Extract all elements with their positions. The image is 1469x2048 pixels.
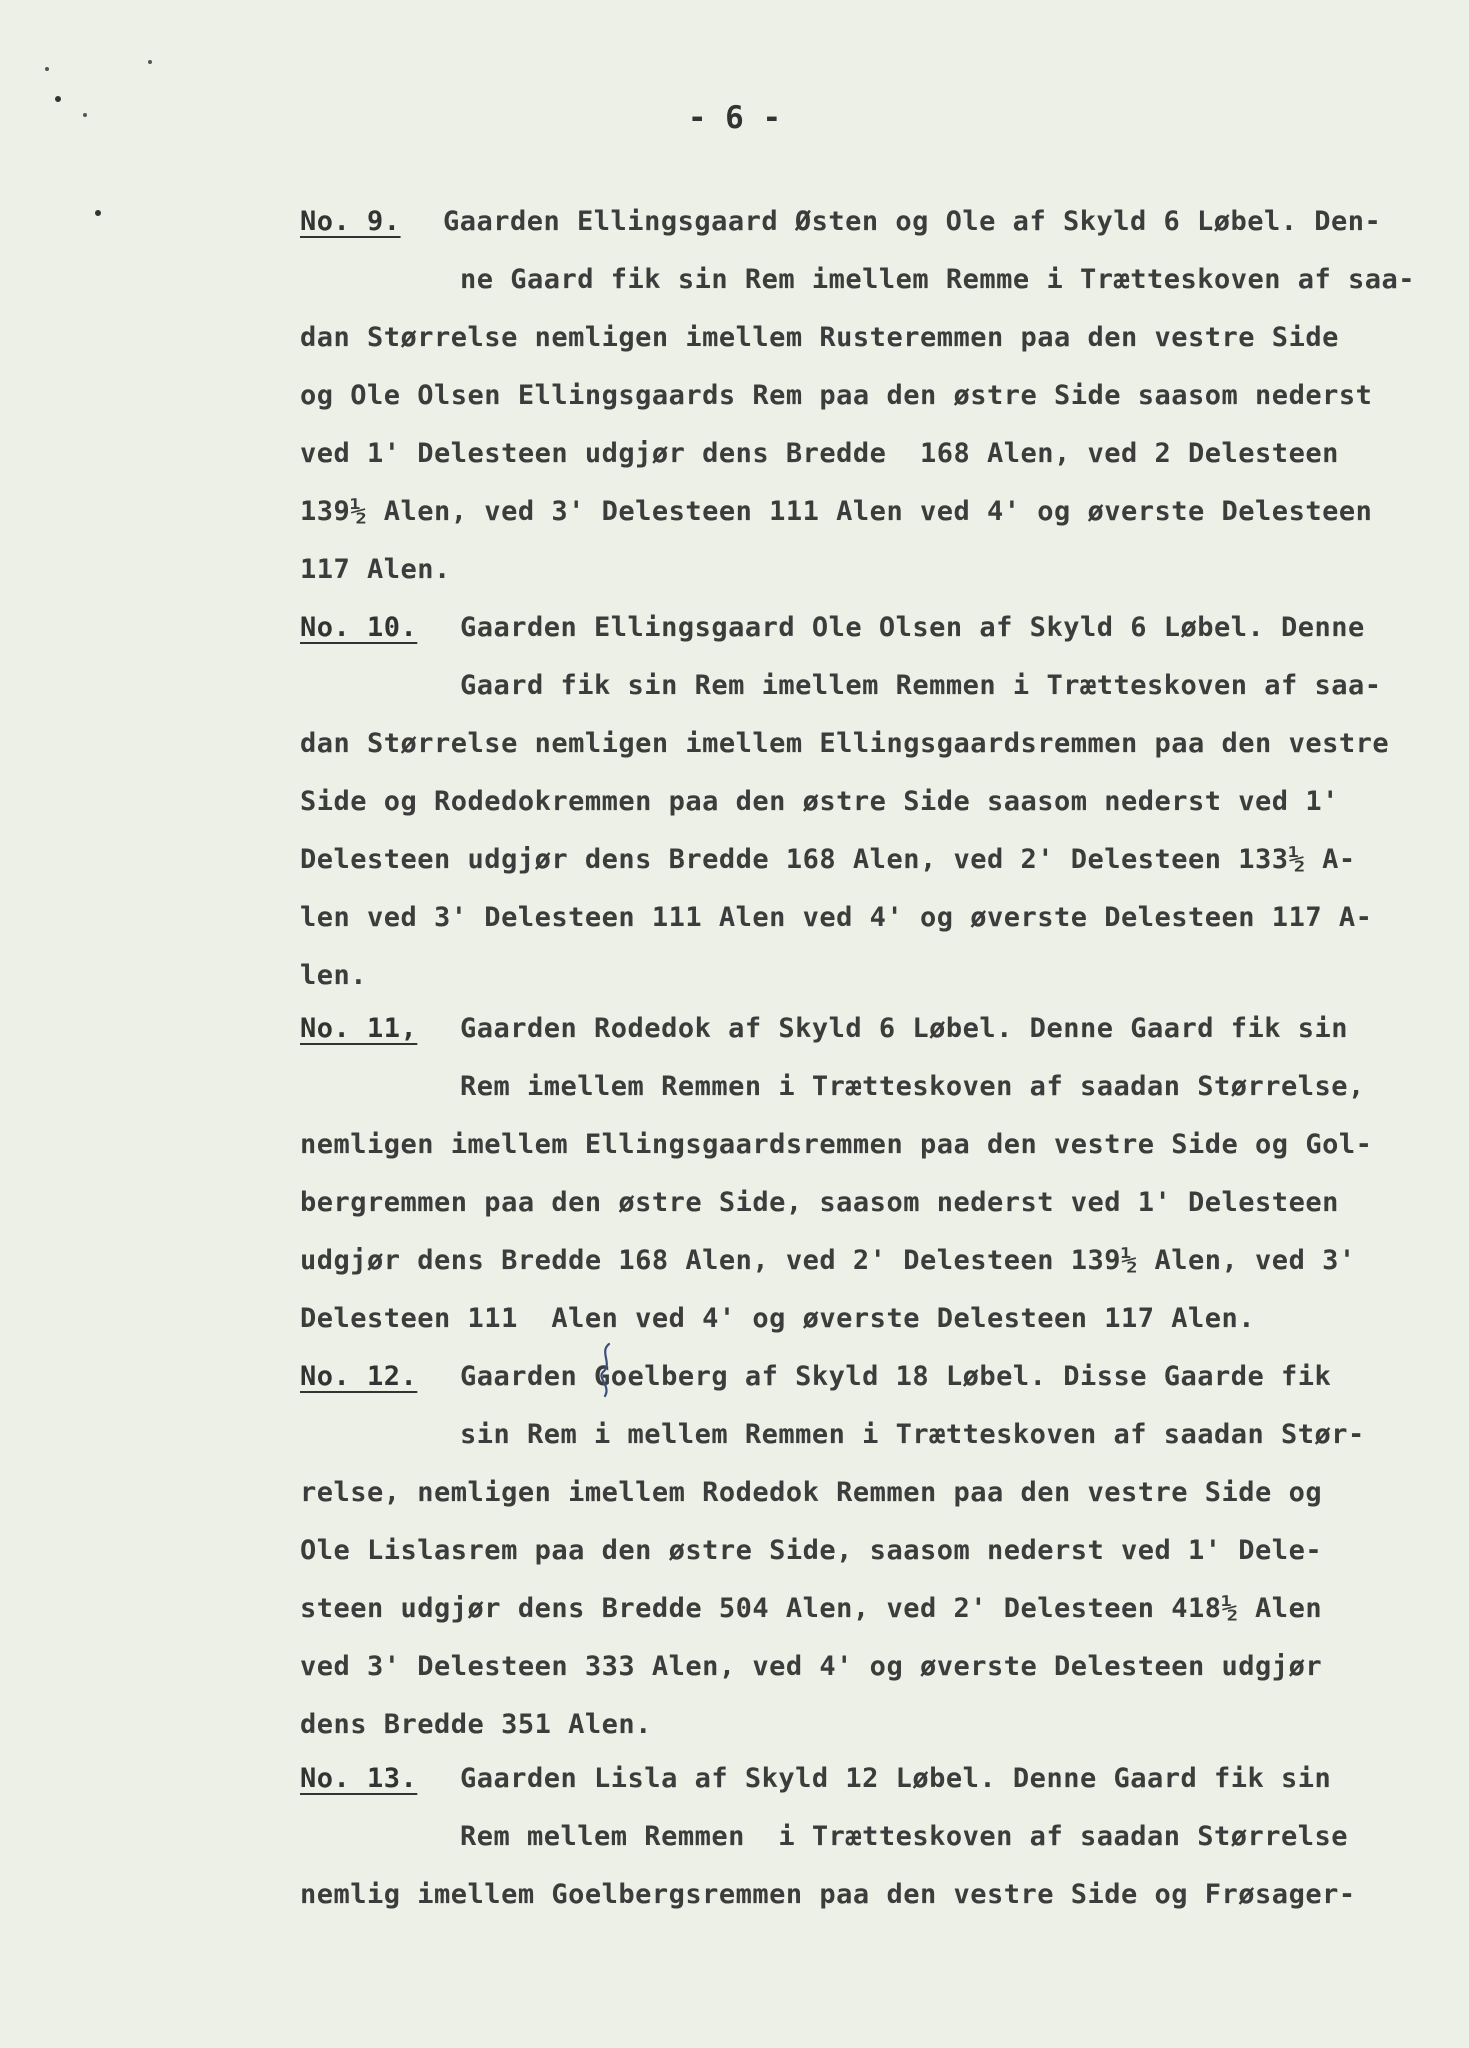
text-line: nemligen imellem Ellingsgaardsremmen paa den vestre Side og Gol- bbox=[300, 1129, 1373, 1160]
text-line: Rem imellem Remmen i Trætteskoven af saadan Størrelse, bbox=[460, 1071, 1365, 1102]
text-line: nemlig imellem Goelbergsremmen paa den vestre Side og Frøsager- bbox=[300, 1879, 1356, 1910]
text-line: Gaarden Rodedok af Skyld 6 Løbel. Denne Gaard fik sin bbox=[460, 1013, 1349, 1044]
margin-speck bbox=[148, 60, 152, 64]
text-line: len ved 3' Delesteen 111 Alen ved 4' og øverste Delesteen 117 A- bbox=[300, 902, 1373, 933]
text-line: bergremmen paa den østre Side, saasom nederst ved 1' Delesteen bbox=[300, 1187, 1339, 1218]
entry-number: No. 12. bbox=[300, 1361, 418, 1392]
text-line: og Ole Olsen Ellingsgaards Rem paa den østre Side saasom nederst bbox=[300, 380, 1373, 411]
text-line: ved 3' Delesteen 333 Alen, ved 4' og øverste Delesteen udgjør bbox=[300, 1651, 1323, 1682]
page-number: - 6 - bbox=[687, 100, 782, 136]
margin-speck bbox=[95, 210, 101, 216]
text-line: Ole Lislasrem paa den østre Side, saasom nederst ved 1' Dele- bbox=[300, 1535, 1323, 1566]
text-line: Side og Rodedokremmen paa den østre Side saasom nederst ved 1' bbox=[300, 786, 1339, 817]
text-line: sin Rem i mellem Remmen i Trætteskoven af saadan Stør- bbox=[460, 1419, 1365, 1450]
text-line: steen udgjør dens Bredde 504 Alen, ved 2' Delesteen 418½ Alen bbox=[300, 1593, 1323, 1624]
text-line: ved 1' Delesteen udgjør dens Bredde 168 Alen, ved 2 Delesteen bbox=[300, 438, 1339, 469]
text-line: Gaarden Goelberg af Skyld 18 Løbel. Disse Gaarde fik bbox=[460, 1361, 1332, 1392]
text-line: Gaarden Ellingsgaard Østen og Ole af Skyld 6 Løbel. Den- bbox=[443, 206, 1382, 237]
handwritten-bracket-mark bbox=[595, 1342, 619, 1398]
text-line: ne Gaard fik sin Rem imellem Remme i Trætteskoven af saa- bbox=[460, 264, 1416, 295]
text-line: Gaard fik sin Rem imellem Remmen i Trætteskoven af saa- bbox=[460, 670, 1382, 701]
entry-number: No. 10. bbox=[300, 612, 418, 643]
text-line: Delesteen udgjør dens Bredde 168 Alen, ved 2' Delesteen 133½ A- bbox=[300, 844, 1356, 875]
text-line: Rem mellem Remmen i Trætteskoven af saadan Størrelse bbox=[460, 1821, 1349, 1852]
entry-number: No. 13. bbox=[300, 1763, 418, 1794]
text-line: Gaarden Lisla af Skyld 12 Løbel. Denne Gaard fik sin bbox=[460, 1763, 1332, 1794]
text-line: 139½ Alen, ved 3' Delesteen 111 Alen ved 4' og øverste Delesteen bbox=[300, 496, 1373, 527]
entry-number: No. 9. bbox=[300, 206, 401, 237]
margin-speck bbox=[45, 67, 49, 71]
text-line: Delesteen 111 Alen ved 4' og øverste Delesteen 117 Alen. bbox=[300, 1303, 1256, 1334]
text-line: len. bbox=[300, 960, 368, 991]
entry-number: No. 11, bbox=[300, 1013, 418, 1044]
text-line: dens Bredde 351 Alen. bbox=[300, 1709, 652, 1740]
text-line: dan Størrelse nemligen imellem Ellingsgaardsremmen paa den vestre bbox=[300, 728, 1390, 759]
text-line: dan Størrelse nemligen imellem Rusteremmen paa den vestre Side bbox=[300, 322, 1339, 353]
text-line: relse, nemligen imellem Rodedok Remmen paa den vestre Side og bbox=[300, 1477, 1323, 1508]
text-line: udgjør dens Bredde 168 Alen, ved 2' Delesteen 139½ Alen, ved 3' bbox=[300, 1245, 1356, 1276]
text-line: Gaarden Ellingsgaard Ole Olsen af Skyld 6 Løbel. Denne bbox=[460, 612, 1365, 643]
text-line: 117 Alen. bbox=[300, 554, 451, 585]
